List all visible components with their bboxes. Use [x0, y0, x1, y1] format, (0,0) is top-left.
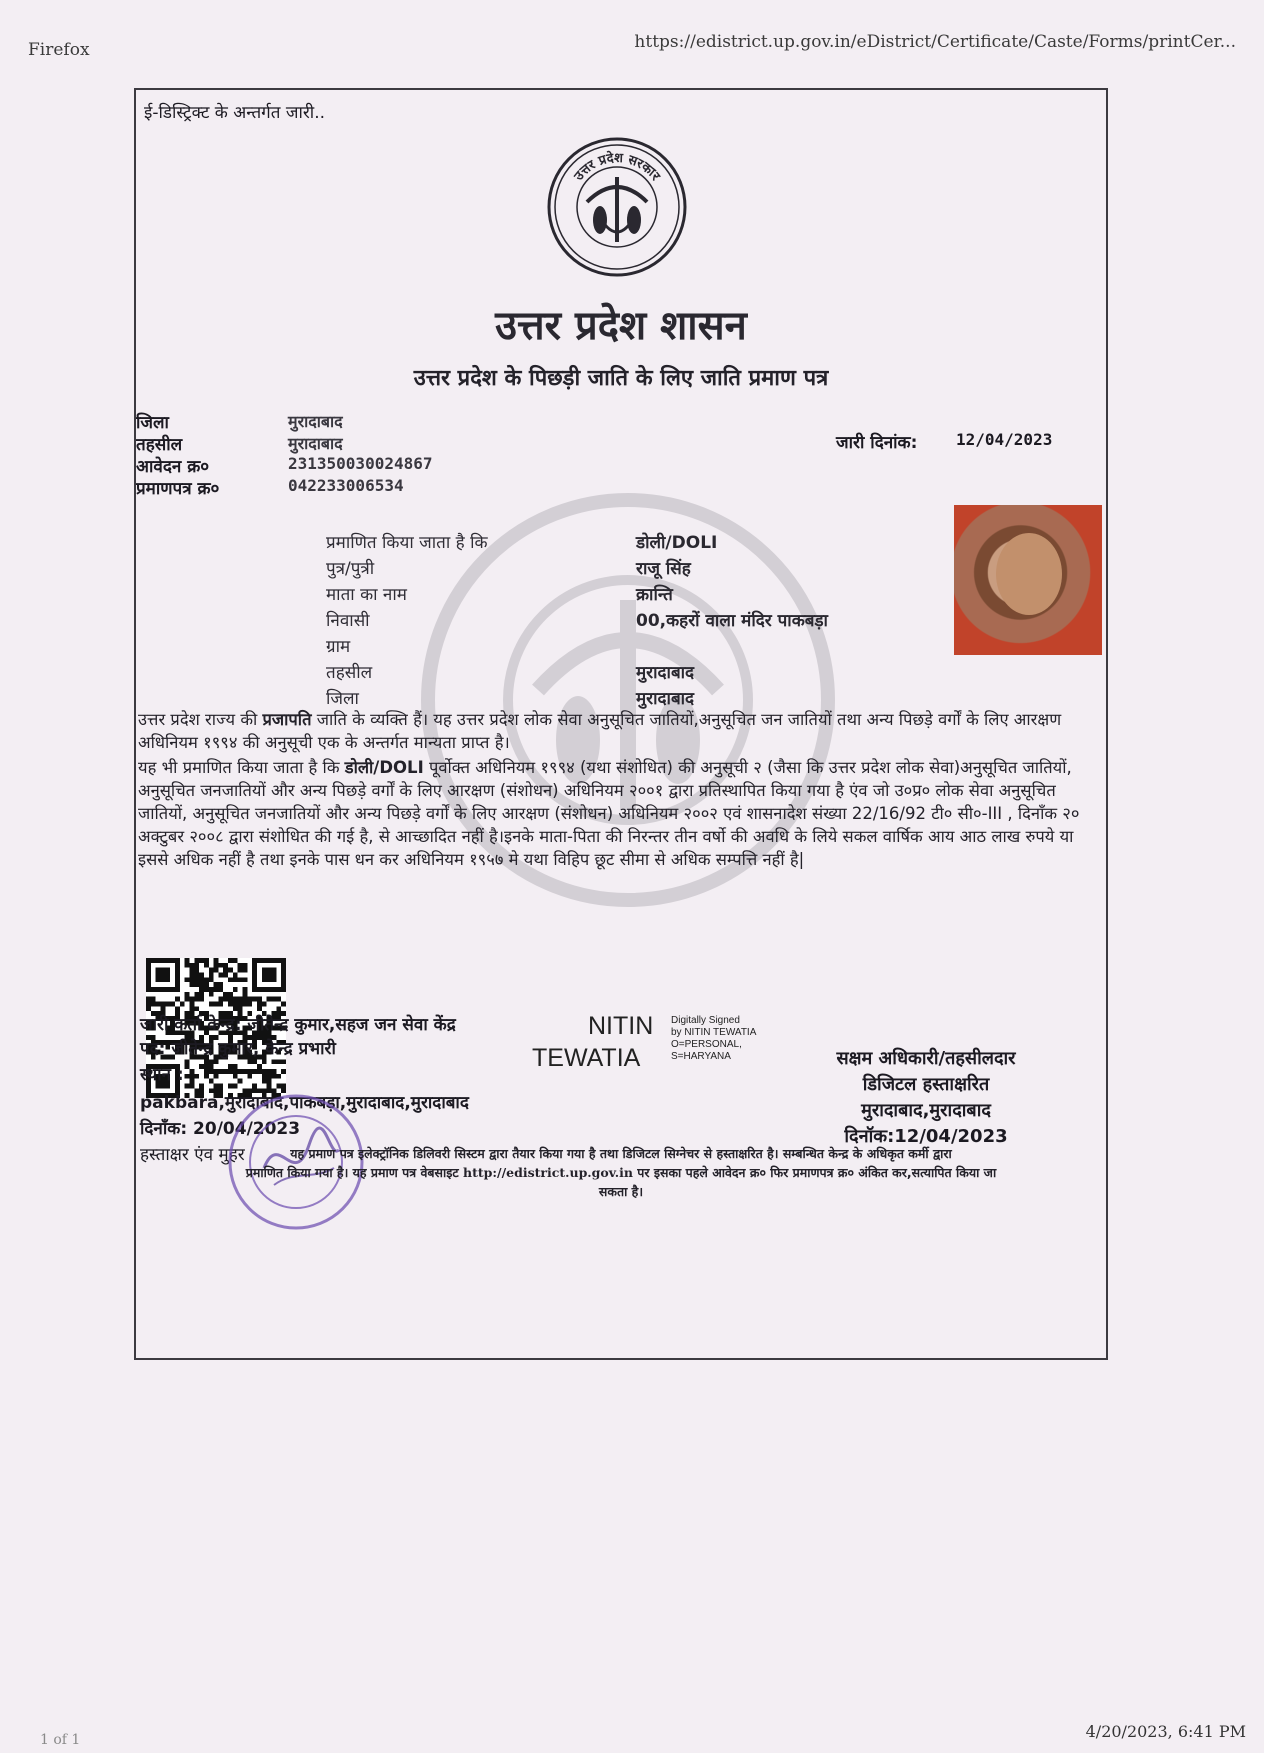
issuer-sign-seal: हस्ताक्षर एंव मुहर	[140, 1145, 245, 1165]
detail-village-label: ग्राम	[326, 637, 351, 657]
dsig-note	[671, 1015, 756, 1063]
verification-link[interactable]: http://edistrict.up.gov.in	[463, 1165, 633, 1180]
dsig-note-line2: by NITIN TEWATIA	[671, 1027, 757, 1038]
issuer-place-label: स्थान :	[140, 1065, 184, 1085]
caste-certificate	[134, 88, 1108, 1360]
detail-district-label: जिला	[326, 689, 359, 709]
detail-certified-label: प्रमाणित किया जाता है कि	[326, 533, 488, 553]
caste-name: प्रजापति	[262, 710, 312, 729]
applicant-photo	[954, 505, 1102, 655]
meta-certificate-label: प्रमाणपत्र क्र०	[136, 479, 220, 499]
meta-application-label: आवेदन क्र०	[136, 457, 210, 477]
detail-mother-label: माता का नाम	[326, 585, 407, 605]
issued-under-note: ई-डिस्ट्रिक्ट के अन्तर्गत जारी..	[144, 103, 326, 123]
paragraph-caste	[138, 708, 1090, 754]
para2-post: पूर्वोक्त अधिनियम १९९४ (यथा संशोधित) की अनुसूची २ (जैसा कि उत्तर प्रदेश लोक सेवा)अनुसूचित जातियों, अनुसूचित जनजातियों और अन्य पिछड़े वर्गों के लिए आरक्षण (संशोधन) अधिनियम २००१ द्वारा प्रतिस्थापित किया गया है एंव जो उ०प्र० लोक सेवा अनुसूचित जातियों, अनुसूचित जनजातियों और अन्य पिछड़े वर्गों के लिए आरक्षण (संशोधन) अधिनियम २००२ एवं शासनादेश संख्या 22/16/92 टी० सी०-III , दिनाँक २० अक्टुबर २००८ द्वारा संशोधित की गई है, से आच्छादित नहीं है।इनके माता-पिता की निरन्तर तीन वर्षो की अवधि के लिये सकल वार्षिक आय आठ लाख रुपये या इससे अधिक नहीं है तथा इनके पास धन कर अधिनियम १९५७ मे यथा विहिप छूट सीमा से अधिक सम्पत्ति नहीं है|	[138, 758, 1080, 869]
meta-certificate-value: 042233006534	[288, 476, 404, 495]
dsig-note-line4: S=HARYANA	[671, 1051, 731, 1062]
detail-resident-value: 00,कहरों वाला मंदिर पाकबड़ा	[636, 611, 828, 631]
para2-pre: यह भी प्रमाणित किया जाता है कि	[138, 758, 345, 777]
detail-mother-value: क्रान्ति	[636, 585, 673, 605]
footnote-line1: यह प्रमाण पत्र इलेक्ट्रॉनिक डिलिवरी सिस्टम द्वारा तैयार किया गया है तथा डिजिटल सिग्नेचर से हस्ताक्षरित है। सम्बन्धित केन्द्र के अधिकृत कर्मी द्वारा	[290, 1146, 952, 1161]
detail-certified-value: डोली/DOLI	[636, 533, 718, 553]
certificate-title: उत्तर प्रदेश के पिछड़ी जाति के लिए जाति प्रमाण पत्र	[413, 366, 829, 391]
paragraph-declaration	[138, 756, 1090, 871]
emblem-text: उत्तर प्रदेश सरकार	[571, 150, 663, 184]
detail-resident-label: निवासी	[326, 611, 370, 631]
officer-signed: डिजिटल हस्ताक्षरित	[862, 1074, 990, 1095]
dsig-note-line1: Digitally Signed	[671, 1015, 740, 1026]
applicant-name-bold: डोली/DOLI	[344, 758, 424, 777]
issuer-post: पद: जीतेन्द्र कुमार, केन्द्र प्रभारी	[140, 1039, 336, 1059]
page-counter: 1 of 1	[40, 1732, 81, 1748]
dsig-first-name: NITIN	[588, 1012, 654, 1040]
issuer-centre: जारी कर्ता केन्द्र: जीतेन्द्र कुमार,सहज जन सेवा केंद्र	[140, 1015, 456, 1035]
detail-tehsil-value: मुरादाबाद	[636, 663, 695, 683]
footnote-line2-pre: प्रमाणित किया गया है। यह प्रमाण पत्र वेबसाइट	[245, 1165, 464, 1180]
government-title: उत्तर प्रदेश शासन	[495, 302, 747, 349]
officer-date: दिनॉक:12/04/2023	[844, 1126, 1008, 1147]
up-govt-emblem-icon	[542, 132, 692, 282]
browser-url: https://edistrict.up.gov.in/eDistrict/Certificate/Caste/Forms/printCer...	[634, 32, 1236, 52]
officer-place: मुरादाबाद,मुरादाबाद	[861, 1100, 991, 1121]
para1-pre: उत्तर प्रदेश राज्य की	[138, 710, 263, 729]
dsig-note-line3: O=PERSONAL,	[671, 1039, 742, 1050]
dsig-last-name: TEWATIA	[532, 1044, 641, 1072]
issue-date-value: 12/04/2023	[956, 430, 1053, 449]
meta-district-value: मुरादाबाद	[288, 412, 343, 431]
issuer-date: दिनाँक: 20/04/2023	[140, 1119, 301, 1139]
detail-parent-value: राजू सिंह	[636, 559, 691, 579]
detail-tehsil-label: तहसील	[326, 663, 373, 683]
footnote-line2-post: पर इसका पहले आवेदन क्र० फिर प्रमाणपत्र क्र० अंकित कर,सत्यापित किया जा	[632, 1165, 997, 1180]
detail-parent-label: पुत्र/पुत्री	[326, 559, 375, 579]
meta-tehsil-value: मुरादाबाद	[288, 434, 343, 453]
issuer-place: pakbara,मुरादाबाद,पाकबड़ा,मुरादाबाद,मुरादाबाद	[140, 1093, 469, 1113]
officer-title: सक्षम अधिकारी/तहसीलदार	[836, 1048, 1016, 1069]
footnote	[136, 1144, 1106, 1201]
detail-district-value: मुरादाबाद	[636, 689, 695, 709]
para1-post: जाति के व्यक्ति हैं। यह उत्तर प्रदेश लोक सेवा अनुसूचित जातियों,अनुसूचित जन जातियों तथा अन्य पिछड़े वर्गों के लिए आरक्षण अधिनियम १९९४ की अनुसूची एक के अन्तर्गत मान्यता प्राप्त है।	[138, 710, 1062, 752]
meta-tehsil-label: तहसील	[136, 435, 183, 455]
browser-app-name: Firefox	[28, 40, 90, 60]
footnote-line2	[136, 1163, 1106, 1182]
issue-date-label: जारी दिनांक:	[836, 433, 918, 453]
meta-district-label: जिला	[136, 413, 169, 433]
meta-application-value: 231350030024867	[288, 454, 433, 473]
print-datetime: 4/20/2023, 6:41 PM	[1085, 1722, 1246, 1741]
footnote-line3: सकता है।	[598, 1184, 644, 1199]
